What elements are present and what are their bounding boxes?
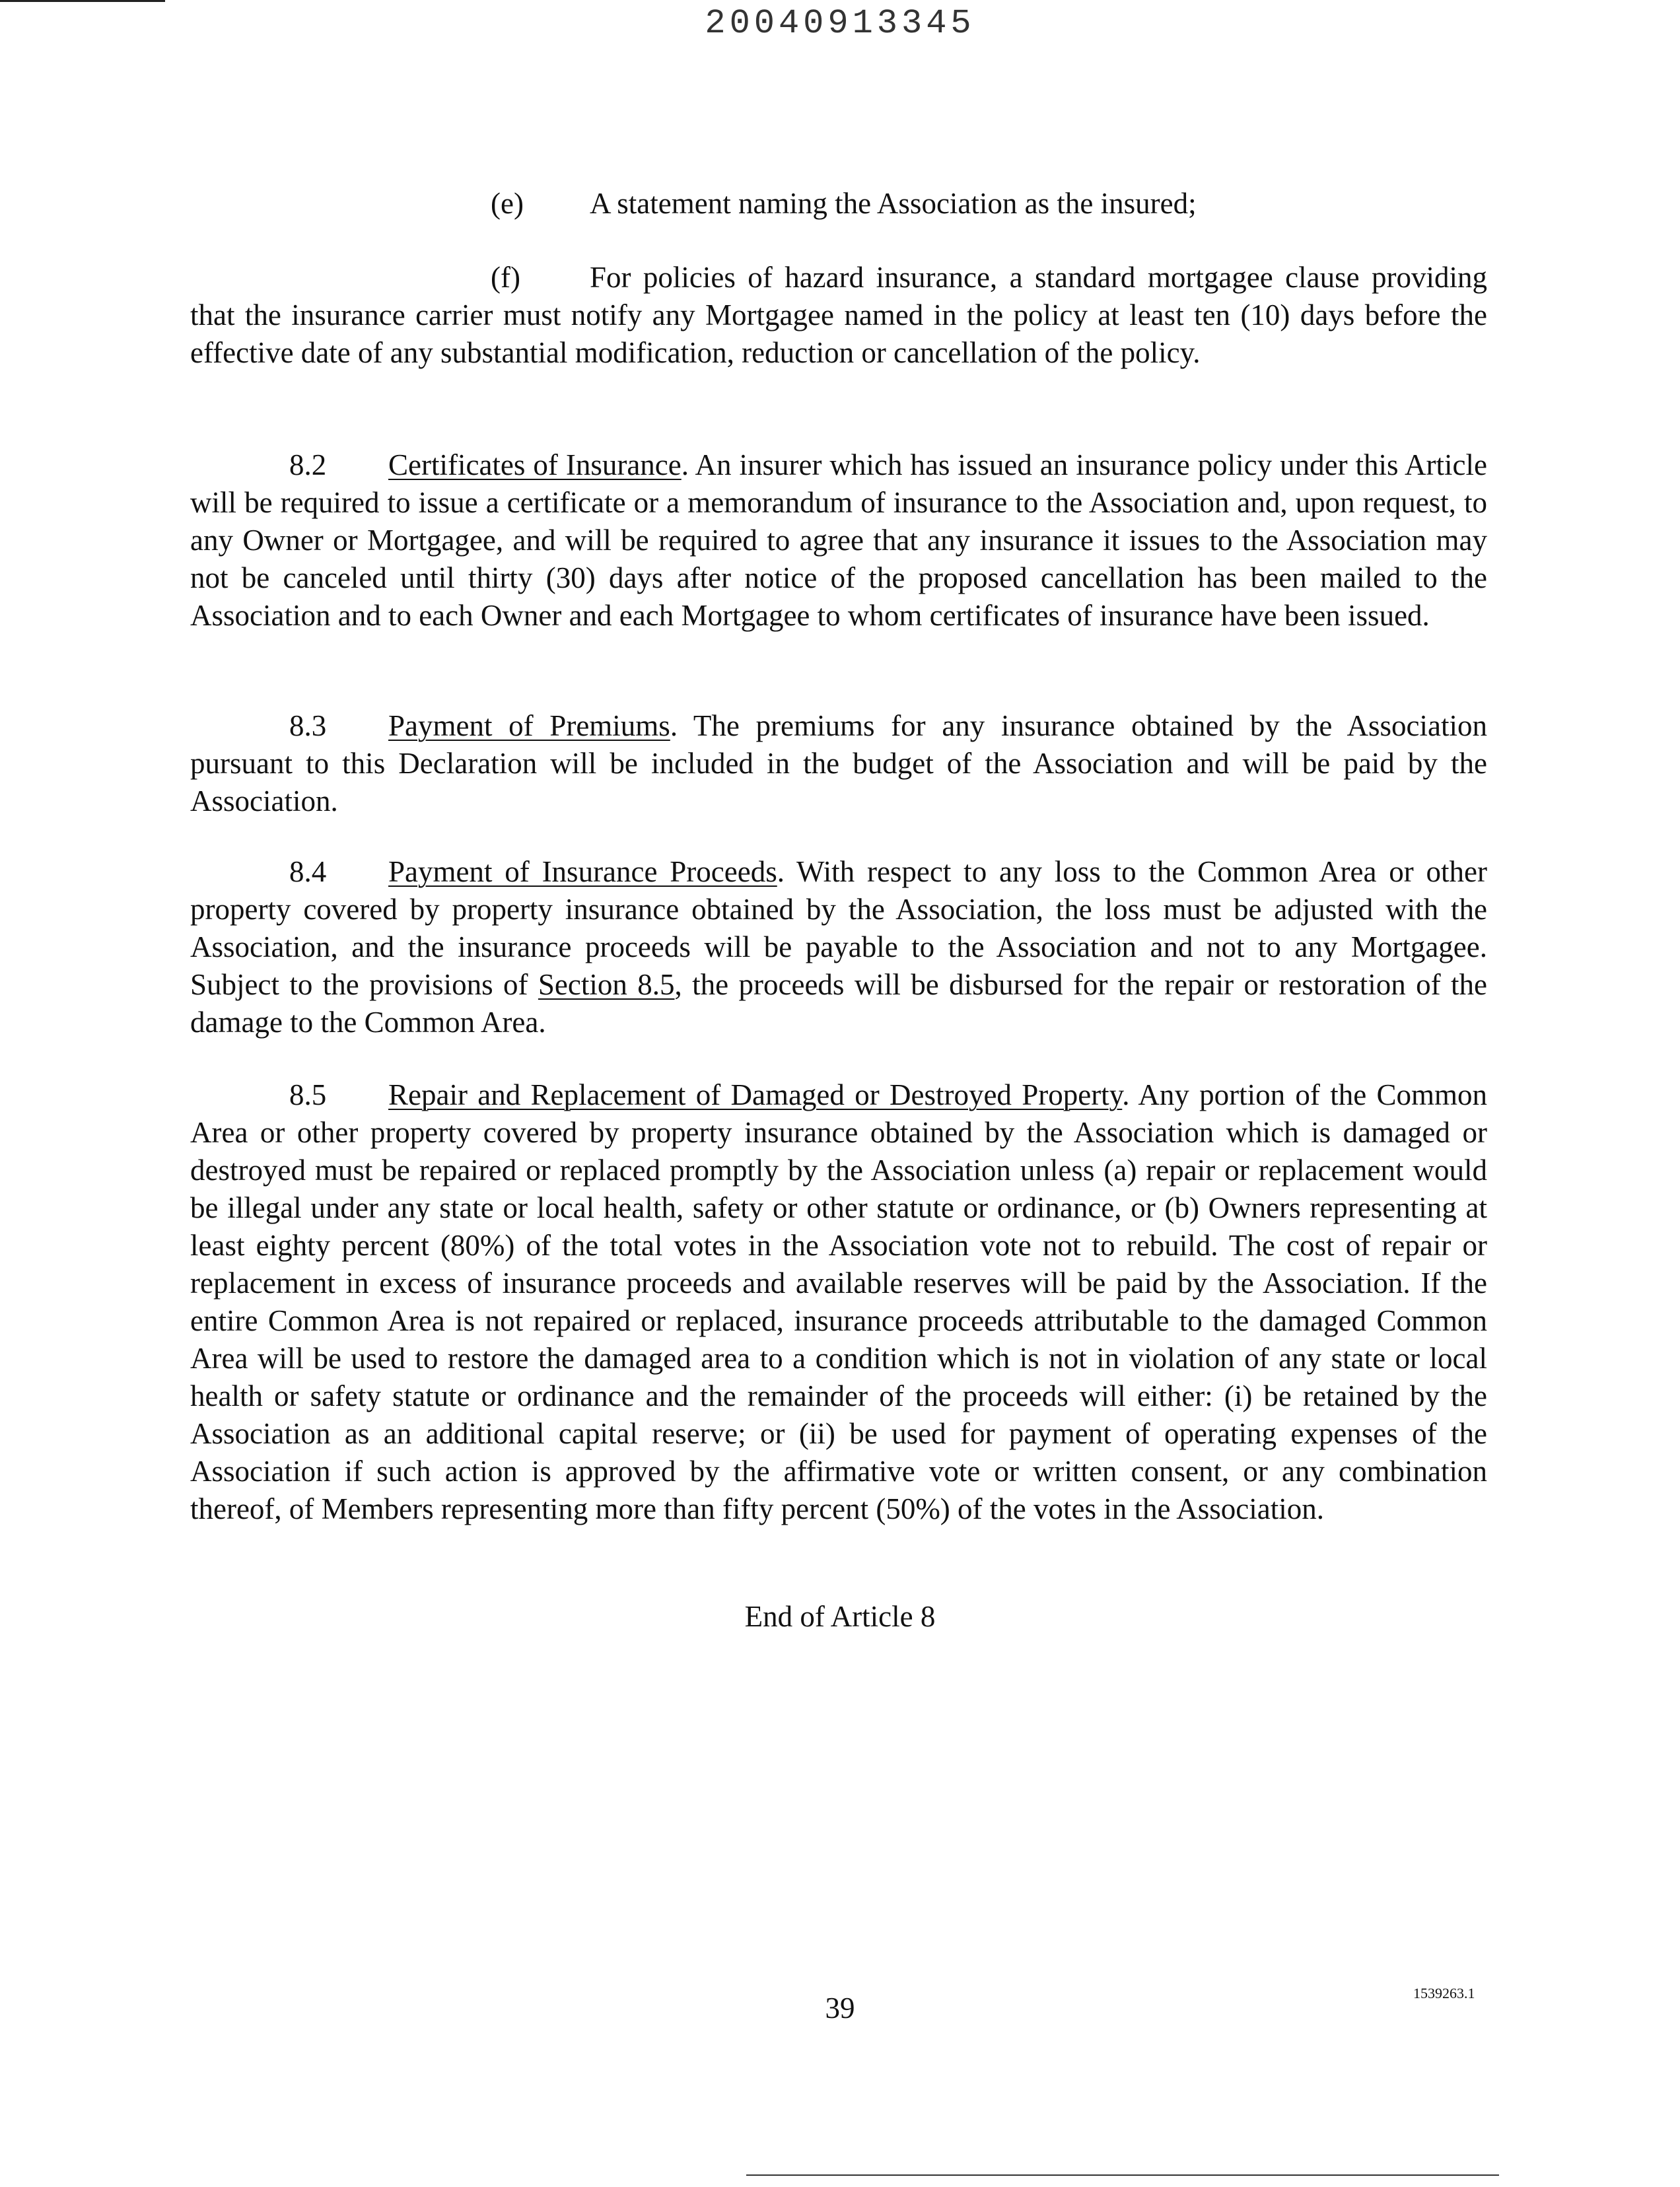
- section-title: Repair and Replacement of Damaged or Destroyed Property: [388, 1078, 1123, 1111]
- section-body-a: With respect to any loss to the Common Area or other property covered by property insurance obtained by the Association, the loss must be adjusted with the Association, and the insurance proceeds will be payable to the Association and not to any Mortgagee. Subject to the provisions of: [190, 855, 1488, 1001]
- item-f: [190, 259, 1487, 372]
- section-title: Certificates of Insurance: [388, 448, 682, 481]
- section-number: 8.2: [289, 448, 327, 481]
- section-8-5: 8.5 Repair and Replacement of Damaged or Destroyed Property. Any portion of the Common Area or other property covered by property insurance obtained by the Association which is damaged or destroyed must be repaired or replaced promptly by the Association unless (a) repair or replacement would be illegal under any state or local health, safety or other statute or ordinance, or (b) Owners representing at least eighty percent (80%) of the total votes in the Association vote not to rebuild. The cost of repair or replacement in excess of insurance proceeds and available reserves will be paid by the Association. If the entire Common Area is not repaired or replaced, insurance proceeds attributable to the damaged Common Area will be used to restore the damaged area to a condition which is not in violation of any state or local health or safety statute or ordinance and the remainder of the proceeds will either: (i) be retained by the Association as an additional capital reserve; or (ii) be used for payment of operating expenses of the Association if such action is approved by the affirmative vote or written consent, or any combination thereof, of Members representing more than fifty percent (50%) of the votes in the Association.: [190, 1076, 1487, 1528]
- section-number: 8.3: [289, 709, 327, 742]
- section-8-3: 8.3 Payment of Premiums. The premiums for any insurance obtained by the Association pursuant to this Declaration will be included in the budget of the Association and will be paid by the Association.: [190, 707, 1487, 820]
- end-of-article: End of Article 8: [744, 1600, 936, 1633]
- section-number: 8.4: [289, 855, 327, 888]
- item-f-text: For policies of hazard insurance, a standard mortgagee clause providing that the insurance carrier must notify any Mortgagee named in the policy at least ten (10) days before the effective date of any substantial modification, reduction or cancellation of the policy.: [190, 261, 1487, 369]
- section-body: Any portion of the Common Area or other property covered by property insurance obtained by the Association which is damaged or destroyed must be repaired or replaced promptly by the Association unless (a) repair or replacement would be illegal under any state or local health, safety or other statute or ordinance, or (b) Owners representing at least eighty percent (80%) of the total votes in the Association vote not to rebuild. The cost of repair or replacement in excess of insurance proceeds and available reserves will be paid by the Association. If the entire Common Area is not repaired or replaced, insurance proceeds attributable to the damaged Common Area will be used to restore the damaged area to a condition which is not in violation of any state or local health or safety statute or ordinance and the remainder of the proceeds will either: (i) be retained by the Association as an additional capital reserve; or (ii) be used for payment of operating expenses of the Association if such action is approved by the affirmative vote or written consent, or any combination thereof, of Members representing more than fifty percent (50%) of the votes in the Association.: [190, 1078, 1487, 1525]
- item-f-label: (f): [491, 261, 520, 294]
- section-reference-link: Section 8.5: [538, 968, 675, 1001]
- section-body: The premiums for any insurance obtained by the Association pursuant to this Declaration will be included in the budget of the Association and will be paid by the Association.: [190, 709, 1487, 817]
- section-body: An insurer which has issued an insurance policy under this Article will be required to issue a certificate or a memorandum of insurance to the Association and, upon request, to any Owner or Mortgagee, and will be required to agree that any insurance it issues to the Association may not be canceled until thirty (30) days after notice of the proposed cancellation has been mailed to the Association and to each Owner and each Mortgagee to whom certificates of insurance have been issued.: [190, 448, 1487, 632]
- section-8-2: 8.2 Certificates of Insurance. An insurer which has issued an insurance policy under this Article will be required to issue a certificate or a memorandum of insurance to the Association and, upon request, to any Owner or Mortgagee, and will be required to agree that any insurance it issues to the Association may not be canceled until thirty (30) days after notice of the proposed cancellation has been mailed to the Association and to each Owner and each Mortgagee to whom certificates of insurance have been issued.: [190, 446, 1487, 635]
- item-e: [190, 185, 1487, 223]
- recording-stamp: 20040913345: [705, 4, 975, 43]
- section-title: Payment of Insurance Proceeds: [388, 855, 777, 888]
- bottom-scan-line: [746, 2174, 1499, 2176]
- item-e-label: (e): [491, 187, 524, 220]
- item-e-text: A statement naming the Association as the insured;: [590, 187, 1197, 220]
- document-number: 1539263.1: [1413, 1985, 1475, 2001]
- section-title: Payment of Premiums: [388, 709, 670, 742]
- section-8-4: 8.4 Payment of Insurance Proceeds. With respect to any loss to the Common Area or other property covered by property insurance obtained by the Association, the loss must be adjusted with the Association, and the insurance proceeds will be payable to the Association and not to any Mortgagee. Subject to the provisions of Section 8.5, the proceeds will be disbursed for the repair or restoration of the damage to the Common Area.: [190, 853, 1487, 1041]
- section-number: 8.5: [289, 1078, 327, 1111]
- section-body-b: , the proceeds will be disbursed for the repair or restoration of the damage to the Common Area.: [190, 968, 1487, 1039]
- page-number: 39: [825, 1992, 855, 2025]
